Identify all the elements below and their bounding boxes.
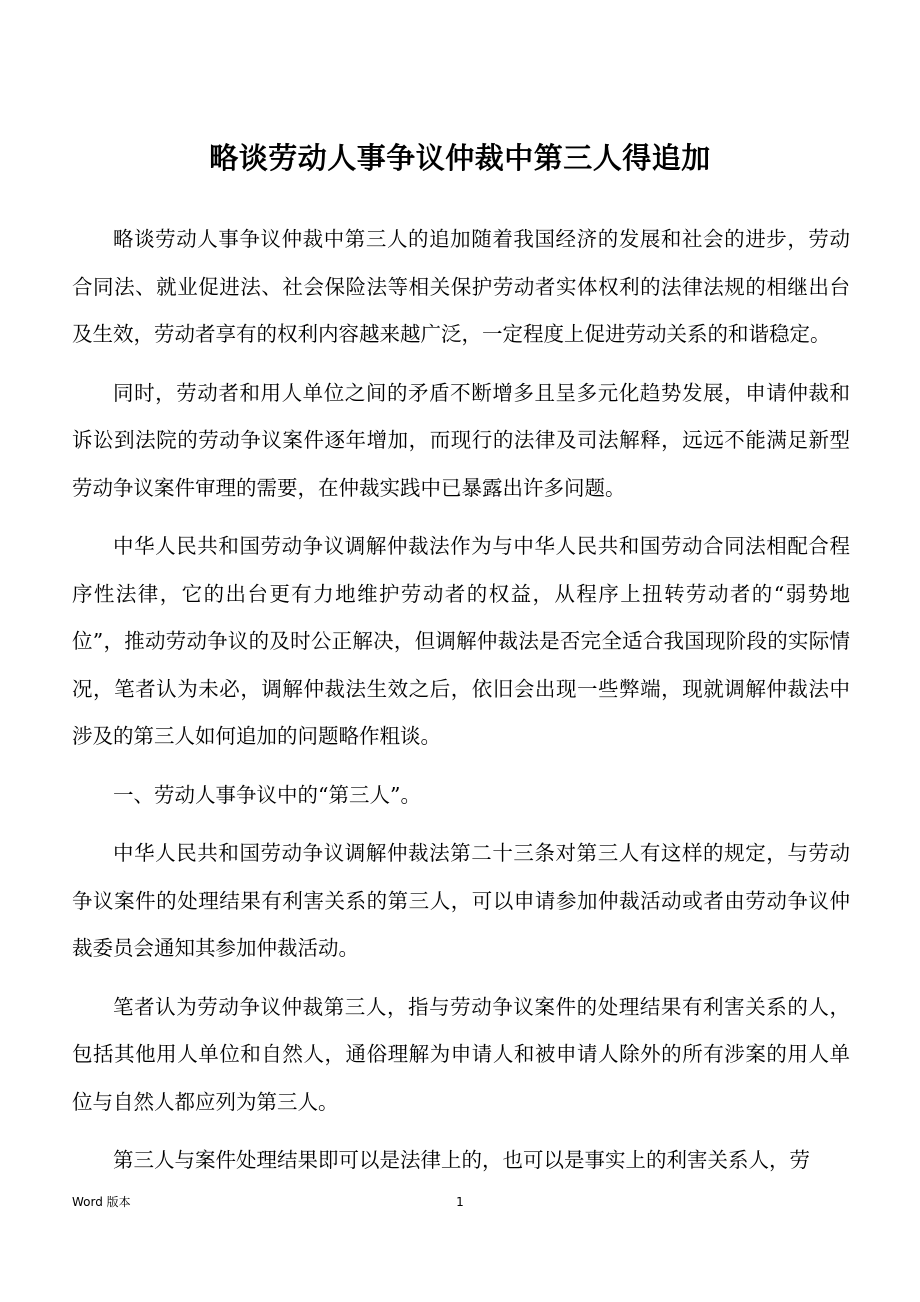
paragraph: 第三人与案件处理结果即可以是法律上的，也可以是事实上的利害关系人，劳 xyxy=(113,1148,810,1172)
paragraph: 中华人民共和国劳动争议调解仲裁法第二十三条对第三人有这样的规定，与劳动争议案件的处理结果有利害关系的第三人，可以申请参加仲裁活动或者由劳动争议仲裁委员会通知其参加仲裁活动。 xyxy=(72,841,850,960)
document-title: 略谈劳动人事争议仲裁中第三人得追加 xyxy=(209,141,711,175)
page-number: 1 xyxy=(456,1195,464,1209)
document-body xyxy=(72,216,850,1196)
paragraph: 同时，劳动者和用人单位之间的矛盾不断增多且呈多元化趋势发展，申请仲裁和诉讼到法院的劳动争议案件逐年增加，而现行的法律及司法解释，远远不能满足新型劳动争议案件审理的需要，在仲裁实践中已暴露出许多问题。 xyxy=(72,380,850,500)
paragraph: 笔者认为劳动争议仲裁第三人，指与劳动争议案件的处理结果有利害关系的人，包括其他用人单位和自然人，通俗理解为申请人和被申请人除外的所有涉案的用人单位与自然人都应列为第三人。 xyxy=(72,994,850,1114)
paragraph: 中华人民共和国劳动争议调解仲裁法作为与中华人民共和国劳动合同法相配合程序性法律，它的出台更有力地维护劳动者的权益，从程序上扭转劳动者的“弱势地位”，推动劳动争议的及时公正解决，但调解仲裁法是否完全适合我国现阶段的实际情况，笔者认为未必，调解仲裁法生效之后，依旧会出现一些弊端，现就调解仲裁法中涉及的第三人如何追加的问题略作粗谈。 xyxy=(72,534,850,748)
footer-label: Word 版本 xyxy=(72,1195,131,1209)
paragraph: 略谈劳动人事争议仲裁中第三人的追加随着我国经济的发展和社会的进步，劳动合同法、就业促进法、社会保险法等相关保护劳动者实体权利的法律法规的相继出台及生效，劳动者享有的权利内容越来越广泛，一定程度上促进劳动关系的和谐稳定。 xyxy=(72,227,850,346)
section-heading: 一、劳动人事争议中的“第三人”。 xyxy=(113,782,421,807)
